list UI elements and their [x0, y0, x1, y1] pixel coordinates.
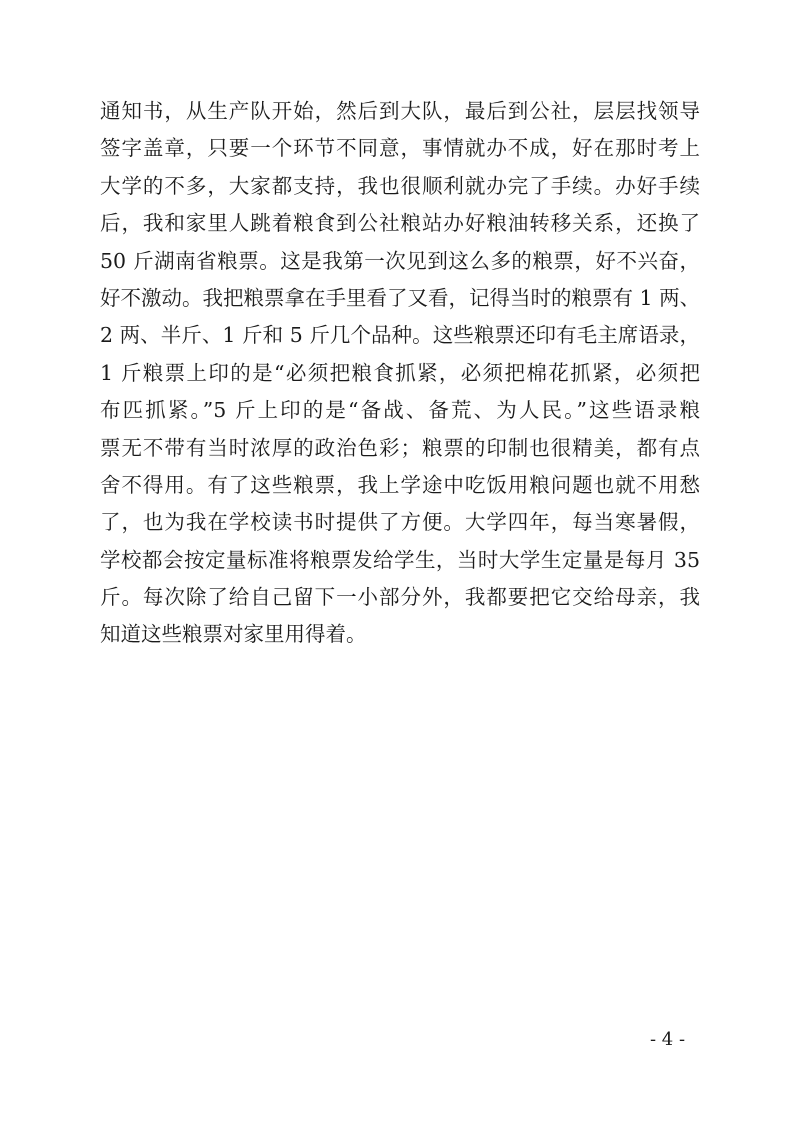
text-line: 后，我和家里人跳着粮食到公社粮站办好粮油转移关系，还换了: [100, 211, 700, 236]
body-paragraph: [100, 93, 700, 654]
text-line: 50 斤湖南省粮票。这是我第一次见到这么多的粮票，好不兴奋，: [100, 248, 700, 273]
text-line: 签字盖章，只要一个环节不同意，事情就办不成，好在那时考上: [100, 136, 700, 161]
text-line: 票无不带有当时浓厚的政治色彩；粮票的印制也很精美，都有点: [100, 435, 700, 460]
text-line: 2 两、半斤、1 斤和 5 斤几个品种。这些粮票还印有毛主席语录，: [100, 323, 700, 348]
page-number: - 4 -: [650, 1029, 686, 1050]
text-line: 了，也为我在学校读书时提供了方便。大学四年，每当寒暑假，: [100, 510, 700, 535]
text-line: 知道这些粮票对家里用得着。: [100, 622, 367, 647]
text-line: 舍不得用。有了这些粮票，我上学途中吃饭用粮问题也就不用愁: [100, 472, 700, 497]
text-line: 通知书，从生产队开始，然后到大队，最后到公社，层层找领导: [100, 99, 700, 123]
text-line: 斤。每次除了给自己留下一小部分外，我都要把它交给母亲，我: [100, 585, 700, 610]
text-line: 学校都会按定量标准将粮票发给学生，当时大学生定量是每月 35: [100, 547, 700, 572]
text-line: 1 斤粮票上印的是“必须把粮食抓紧，必须把棉花抓紧，必须把: [100, 360, 700, 385]
text-line: 大学的不多，大家都支持，我也很顺利就办完了手续。办好手续: [100, 173, 700, 198]
text-line: 好不激动。我把粮票拿在手里看了又看，记得当时的粮票有 1 两、: [100, 285, 701, 310]
text-line: 布匹抓紧。”5 斤上印的是“备战、备荒、为人民。”这些语录粮: [100, 398, 700, 423]
